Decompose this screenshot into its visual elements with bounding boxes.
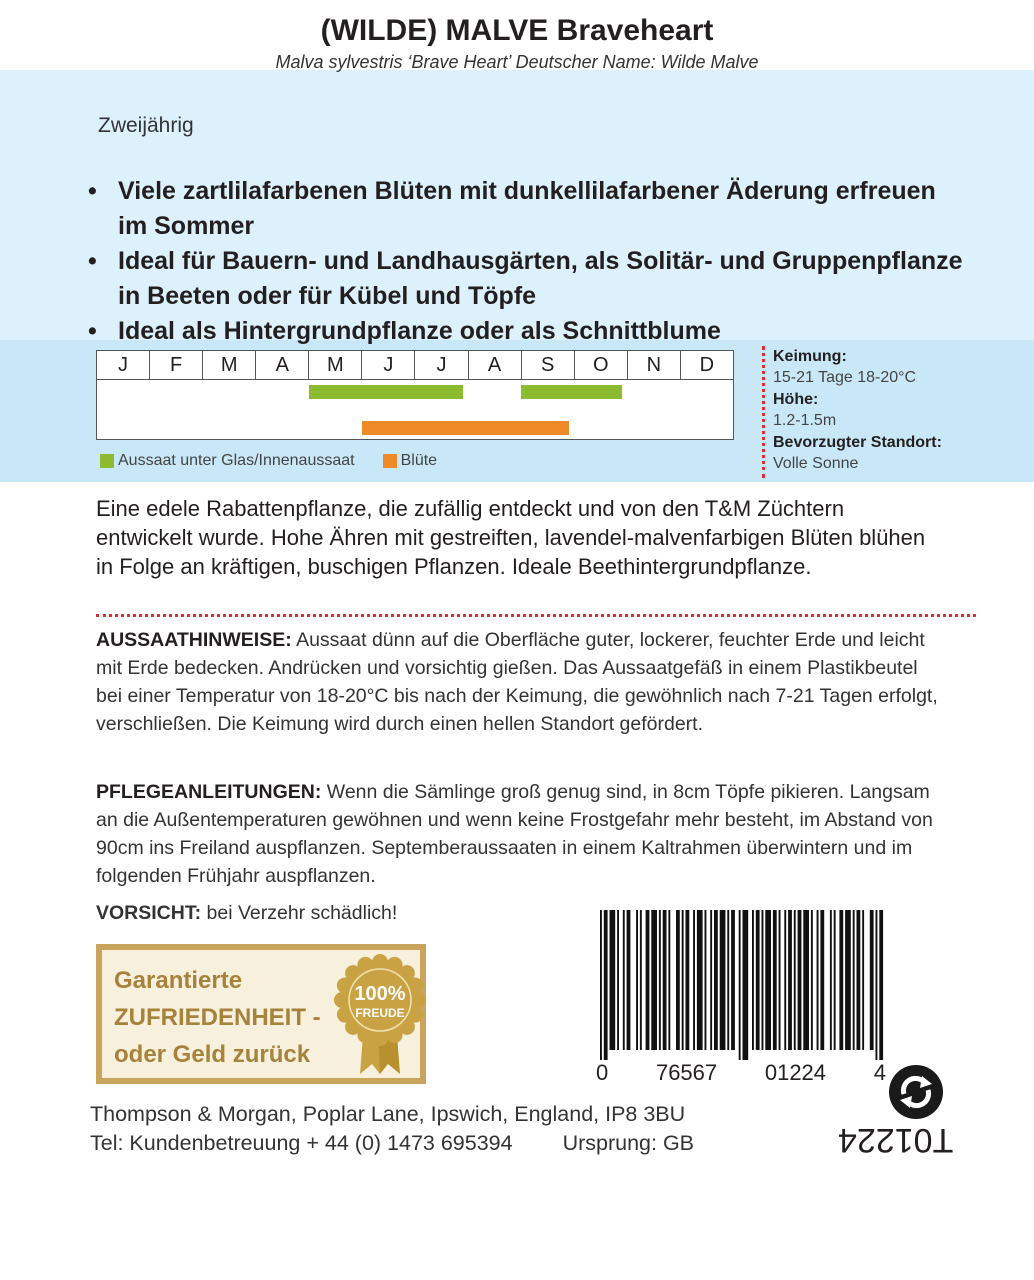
month-label: A [468, 351, 521, 379]
sowing-instructions: AUSSAATHINWEISE: Aussaat dünn auf die Oberfläche guter, lockerer, feuchter Erde und leicht mit Erde bedecken. Andrücken und vorsichtig gießen. Das Aussaatgefäß in einem Plastikbeutel bei einer Temperatur von 18-20°C bis nach der Keimung, die gewöhnlich nach 7-21 Tagen erfolgt, verschließen. Die Keimung wird durch einen hellen Standort gefördert. [96, 629, 938, 735]
caution-note: VORSICHT: bei Verzehr schädlich! [96, 902, 398, 924]
height-value: 1.2-1.5m [773, 412, 837, 429]
badge-line-3: oder Geld zurück [114, 1041, 311, 1068]
bullet-icon: • [88, 177, 97, 205]
sowing-calendar [96, 350, 734, 440]
sowing-swatch [100, 454, 114, 468]
sowing-bar [309, 385, 463, 399]
month-label: S [521, 351, 574, 379]
legend-flowering: Blüte [400, 452, 438, 469]
month-label: F [149, 351, 202, 379]
feature-list [88, 174, 968, 349]
month-label: M [308, 351, 361, 379]
barcode [596, 910, 886, 1060]
description: Eine edele Rabattenpflanze, die zufällig entdeckt und von den T&M Züchtern entwickelt wurde. Hohe Ähren mit gestreiften, lavendel-malvenfarbigen Blüten blühen in Folge an kräftigen, buschigen Pflanzen. Ideale Beethintergrundpflanze. [96, 496, 926, 579]
guarantee-badge [96, 944, 426, 1084]
month-label: J [361, 351, 414, 379]
calendar-bars [97, 379, 733, 439]
seal-top-text: 100% [354, 983, 406, 1005]
month-label: M [202, 351, 255, 379]
month-label: D [680, 351, 733, 379]
seal-icon [330, 952, 430, 1076]
legend-sowing: Aussaat unter Glas/Innenaussaat [118, 452, 355, 469]
height-label: Höhe: [773, 391, 819, 408]
plant-info-panel [762, 346, 1033, 478]
germination-label: Keimung: [773, 348, 847, 365]
month-label: A [255, 351, 308, 379]
sowing-bar [521, 385, 622, 399]
calendar-legend [100, 452, 437, 470]
care-instructions: PFLEGEANLEITUNGEN: Wenn die Sämlinge groß genug sind, in 8cm Töpfe pikieren. Langsam an die Außentemperaturen gewöhnen und wenn keine Frostgefahr mehr besteht, im Abstand von 90cm ins Freiland auspflanzen. Septemberaussaaten in einem Kaltrahmen überwintern und im folgenden Frühjahr auspflanzen. [96, 781, 933, 887]
badge-line-1: Garantierte [114, 967, 243, 994]
lifecycle-label: Zweijährig [98, 114, 194, 137]
location-label: Bevorzugter Standort: [773, 434, 942, 451]
phone-number: Tel: Kundenbetreuung + 44 (0) 1473 695394 [90, 1131, 513, 1155]
product-code: T01224 [838, 1121, 954, 1159]
origin: Ursprung: GB [562, 1131, 695, 1155]
barcode-number: 0 76567 01224 4 [596, 1060, 886, 1085]
month-label: N [627, 351, 680, 379]
feature-item: • Ideal für Bauern- und Landhausgärten, als Solitär- und Gruppenpflanze in Beeten oder für Kübel und Töpfe [88, 244, 968, 314]
feature-item: • Ideal als Hintergrundpflanze oder als Schnittblume [88, 314, 968, 349]
month-header [97, 351, 733, 380]
location-value: Volle Sonne [773, 455, 859, 472]
botanical-name: Malva sylvestris ‘Brave Heart’ Deutscher Name: Wilde Malve [275, 52, 759, 72]
feature-item: • Viele zartlilafarbenen Blüten mit dunkellilafarbener Äderung erfreuen im Sommer [88, 174, 968, 244]
month-label: J [118, 354, 129, 376]
dotted-divider [96, 614, 976, 617]
bullet-icon: • [88, 317, 97, 345]
month-label: O [574, 351, 627, 379]
seal-bottom-text: FREUDE [355, 1006, 405, 1020]
company-address: Thompson & Morgan, Poplar Lane, Ipswich, England, IP8 3BU Tel: Kundenbetreuung + 44 (0) 1473 695394 Ursprung: GB [90, 1102, 695, 1155]
badge-line-2: ZUFRIEDENHEIT - [114, 1004, 321, 1031]
bullet-icon: • [88, 247, 97, 275]
flowering-bar [362, 421, 569, 435]
product-title: (WILDE) MALVE Braveheart [320, 14, 714, 47]
germination-value: 15-21 Tage 18-20°C [773, 369, 917, 386]
recycle-icon [888, 1064, 944, 1120]
flowering-swatch [383, 454, 397, 468]
month-label: J [414, 351, 467, 379]
